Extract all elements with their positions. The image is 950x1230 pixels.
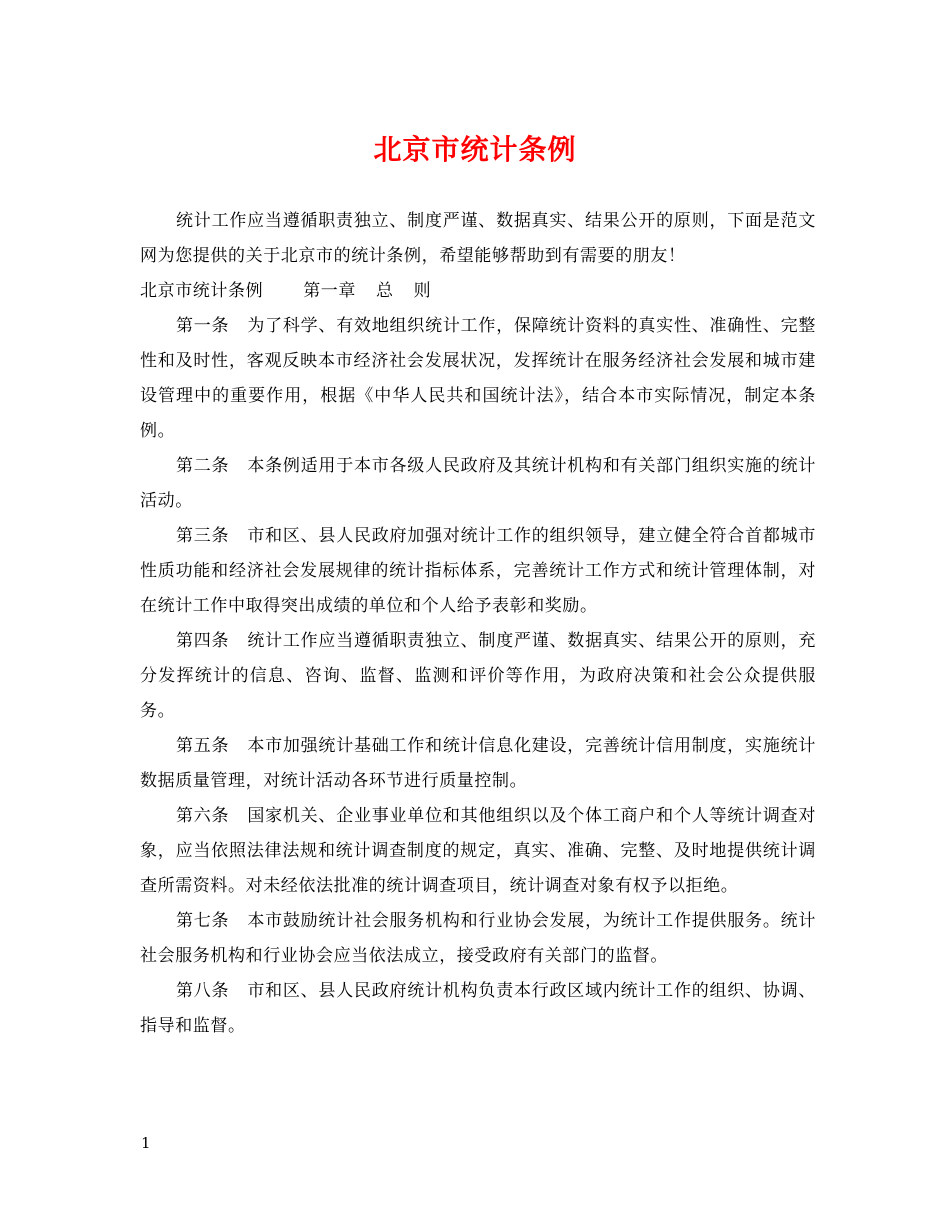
document-body	[140, 204, 816, 1044]
article-text: 市和区、县人民政府加强对统计工作的组织领导，建立健全符合首都城市性质功能和经济社会发展规律的统计指标体系，完善统计工作方式和统计管理体制，对在统计工作中取得突出成绩的单位和个人给予表彰和奖励。	[140, 526, 816, 616]
article-list	[140, 309, 816, 1044]
article-number: 第六条	[176, 806, 230, 826]
article-paragraph	[140, 974, 816, 1044]
article-number: 第五条	[176, 736, 230, 756]
heading-chapter: 第一章	[303, 281, 357, 301]
article-text: 市和区、县人民政府统计机构负责本行政区域内统计工作的组织、协调、指导和监督。	[140, 981, 816, 1036]
chapter-heading	[140, 274, 816, 309]
document-title: 北京市统计条例	[373, 133, 577, 166]
article-text: 本市加强统计基础工作和统计信息化建设，完善统计信用制度，实施统计数据质量管理，对统计活动各环节进行质量控制。	[140, 736, 816, 791]
heading-doc-name: 北京市统计条例	[140, 281, 264, 301]
article-number: 第一条	[176, 316, 230, 336]
article-text: 统计工作应当遵循职责独立、制度严谨、数据真实、结果公开的原则，充分发挥统计的信息、咨询、监督、监测和评价等作用，为政府决策和社会公众提供服务。	[140, 631, 816, 721]
article-paragraph	[140, 449, 816, 519]
article-text: 本条例适用于本市各级人民政府及其统计机构和有关部门组织实施的统计活动。	[140, 456, 816, 511]
article-text: 国家机关、企业事业单位和其他组织以及个体工商户和个人等统计调查对象，应当依照法律法规和统计调查制度的规定，真实、准确、完整、及时地提供统计调查所需资料。对未经依法批准的统计调查项目，统计调查对象有权予以拒绝。	[140, 806, 816, 896]
article-paragraph	[140, 519, 816, 624]
article-number: 第七条	[176, 911, 230, 931]
article-number: 第三条	[176, 526, 230, 546]
intro-paragraph: 统计工作应当遵循职责独立、制度严谨、数据真实、结果公开的原则，下面是范文网为您提供的关于北京市的统计条例，希望能够帮助到有需要的朋友！	[140, 211, 816, 266]
article-paragraph	[140, 904, 816, 974]
article-paragraph	[140, 729, 816, 799]
article-text: 为了科学、有效地组织统计工作，保障统计资料的真实性、准确性、完整性和及时性，客观反映本市经济社会发展状况，发挥统计在服务经济社会发展和城市建设管理中的重要作用，根据《中华人民共和国统计法》，结合本市实际情况，制定本条例。	[140, 316, 816, 441]
page-number: 1	[141, 1134, 151, 1152]
article-number: 第四条	[176, 631, 230, 651]
article-number: 第八条	[176, 981, 230, 1001]
article-paragraph	[140, 799, 816, 904]
heading-chapter-title-1: 总	[376, 281, 394, 301]
article-paragraph	[140, 624, 816, 729]
article-paragraph	[140, 309, 816, 449]
heading-chapter-title-2: 则	[413, 281, 432, 301]
article-number: 第二条	[176, 456, 230, 476]
article-text: 本市鼓励统计社会服务机构和行业协会发展，为统计工作提供服务。统计社会服务机构和行业协会应当依法成立，接受政府有关部门的监督。	[140, 911, 816, 966]
